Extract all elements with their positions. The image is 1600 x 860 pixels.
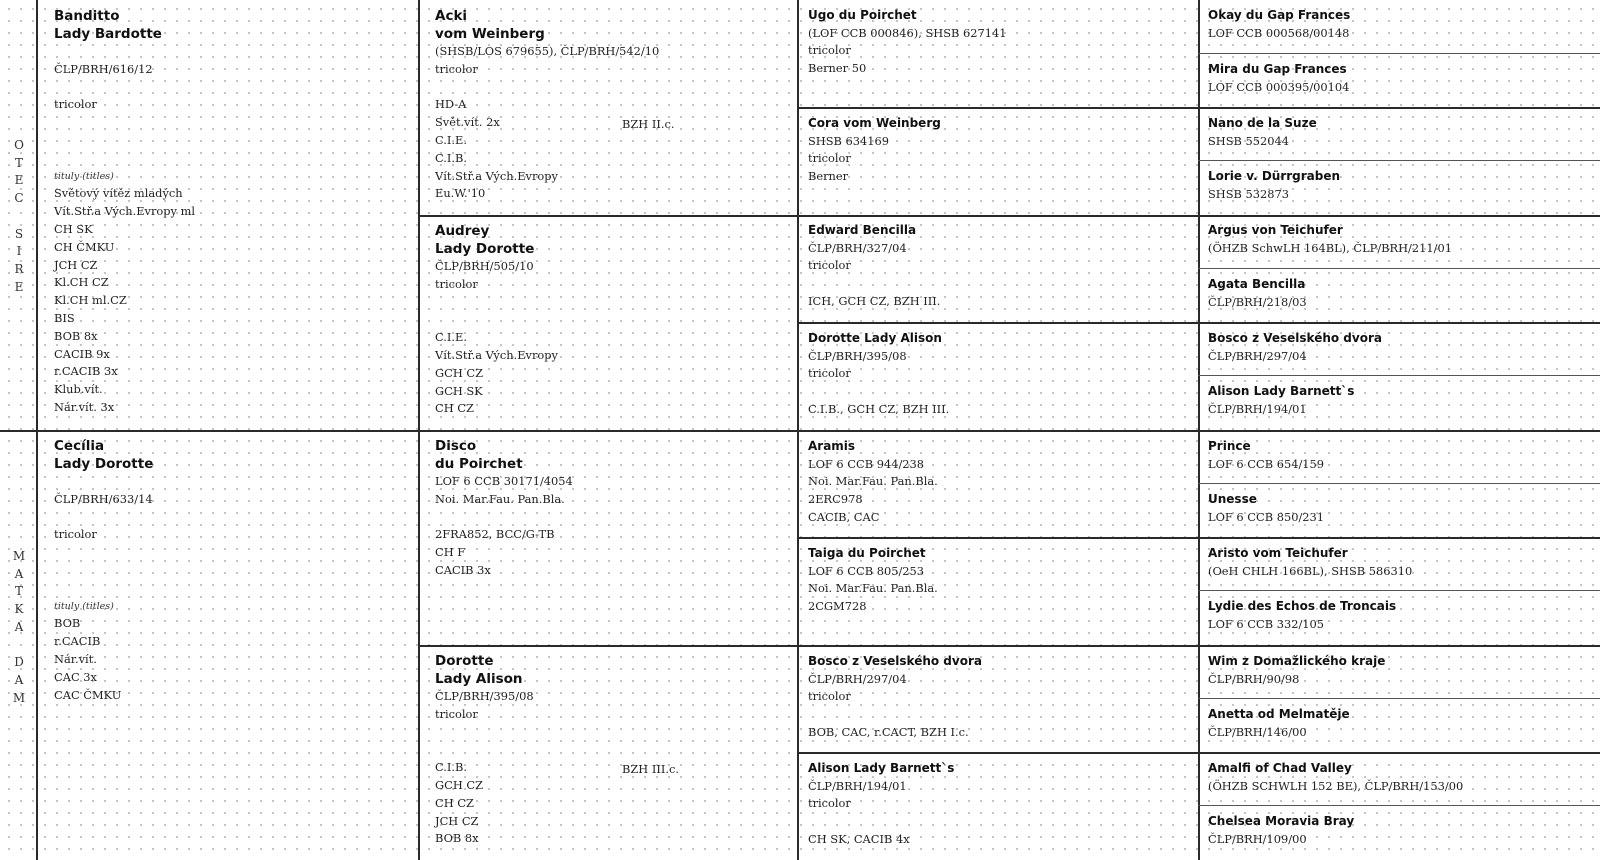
gen4-name: Mira du Gap Frances (1208, 62, 1347, 76)
gen4-cell-11 (1208, 545, 1598, 580)
sire-sire-name-line2: vom Weinberg (435, 25, 545, 42)
dam-title: r.CACIB (54, 634, 101, 649)
gen4-name: Lydie des Echos de Troncais (1208, 599, 1397, 613)
gen3-name: Taiga du Poirchet (808, 546, 926, 560)
divider-gen4-5 (1198, 483, 1600, 484)
sire-dam-registration: ČLP/BRH/505/10 (435, 259, 534, 273)
dam-titles-label: tituly (titles) (54, 600, 114, 612)
gen4-name: Nano de la Suze (1208, 116, 1317, 130)
gen4-registration: (OeH CHLH 166BL), SHSB 586310 (1208, 563, 1413, 578)
gen3-cell-5 (808, 438, 1193, 527)
gen4-name: Aristo vom Teichufer (1208, 546, 1348, 560)
dam-dam-name-line2: Lady Alison (435, 670, 523, 687)
sire-sire-title: C.I.B. (435, 150, 468, 165)
divider-gen3-2 (797, 322, 1600, 324)
divider-gen3-4 (797, 752, 1600, 754)
dam-sire-title: CACIB 3x (435, 562, 491, 577)
sire-sire-cell (435, 8, 790, 203)
gen4-name: Okay du Gap Frances (1208, 8, 1351, 22)
gen3-name: Cora vom Weinberg (808, 116, 941, 130)
dam-registration: ČLP/BRH/633/14 (54, 491, 153, 506)
gen3-cell-8 (808, 760, 1193, 849)
sire-dam-name-line2: Lady Dorotte (435, 240, 535, 257)
gen4-name: Anetta od Melmatěje (1208, 707, 1350, 721)
dam-sire-color: Noi. Mar.Fau. Pan.Bla. (435, 491, 565, 506)
sire-dam-title: GCH SK (435, 383, 483, 398)
sire-sire-color: tricolor (435, 61, 478, 76)
dam-sire-title: 2FRA852, BCC/G-TB (435, 527, 555, 542)
gen4-registration: ČLP/BRH/109/00 (1208, 831, 1307, 846)
sire-title: Kl.CH ml.CZ (54, 293, 127, 308)
gen4-name: Wim z Domažlického kraje (1208, 654, 1386, 668)
divider-gen4-8 (1198, 805, 1600, 806)
gen3-detail: (LOF CCB 000846), SHSB 627141 (808, 25, 1007, 40)
sire-title: CACIB 9x (54, 346, 110, 361)
gen3-detail: 2ERC978 (808, 492, 863, 507)
gen3-detail: tricolor (808, 689, 851, 704)
sire-dam-name-line1: Audrey (435, 223, 490, 239)
gen4-registration: ČLP/BRH/297/04 (1208, 348, 1307, 363)
gen4-registration: ČLP/BRH/194/01 (1208, 401, 1307, 416)
gen3-name: Bosco z Veselského dvora (808, 654, 982, 668)
gen4-name: Bosco z Veselského dvora (1208, 331, 1382, 345)
gen4-cell-3 (1208, 115, 1598, 150)
dam-titles-list (54, 615, 414, 704)
sire-sire-title: Vít.Stř.a Vých.Evropy (435, 168, 558, 183)
gen4-cell-5 (1208, 222, 1598, 257)
gen3-cell-3 (808, 222, 1193, 311)
divider-sire-dam (0, 430, 1600, 432)
dam-color: tricolor (54, 527, 97, 542)
sire-title: Klub.vít. (54, 382, 103, 397)
gen4-registration: SHSB 532873 (1208, 186, 1290, 201)
gen3-detail: tricolor (808, 151, 851, 166)
sire-title: CH SK (54, 221, 93, 236)
gen4-name: Unesse (1208, 492, 1257, 506)
gen3-cell-1 (808, 7, 1193, 78)
sire-title: CH ČMKU (54, 239, 115, 254)
gen3-cell-6 (808, 545, 1193, 616)
gen3-detail: ČLP/BRH/395/08 (808, 348, 907, 363)
divider-gen4-2 (1198, 160, 1600, 161)
sire-sire-bzh-tag: BZH II.c. (622, 117, 675, 131)
sire-titles-label: tituly (titles) (54, 170, 114, 182)
dam-dam-registration: ČLP/BRH/395/08 (435, 689, 534, 703)
gen3-name: Dorotte Lady Alison (808, 331, 942, 345)
gen3-cell-7 (808, 653, 1193, 742)
gen4-cell-8 (1208, 383, 1598, 418)
gen3-titles: ICH, GCH CZ, BZH III. (808, 293, 941, 308)
sire-titles-list (54, 185, 414, 416)
gen4-registration: LOF 6 CCB 654/159 (1208, 456, 1325, 471)
gen3-detail: 2CGM728 (808, 599, 867, 614)
gen4-cell-14 (1208, 706, 1598, 741)
divider-gen4-3 (1198, 268, 1600, 269)
gen3-detail: ČLP/BRH/194/01 (808, 778, 907, 793)
dam-dam-title: C.I.B. (435, 760, 468, 775)
sire-title: Nár.vít. 3x (54, 399, 115, 414)
dam-title: Nár.vít. (54, 651, 97, 666)
sire-cell (54, 8, 414, 417)
gen3-cell-4 (808, 330, 1193, 419)
gen4-name: Chelsea Moravia Bray (1208, 814, 1355, 828)
sire-sire-title: Svět.vít. 2x (435, 115, 500, 130)
sire-title: Kl.CH CZ (54, 275, 109, 290)
gen4-cell-10 (1208, 491, 1598, 526)
dam-sire-cell (435, 438, 790, 580)
gen4-name: Agata Bencilla (1208, 277, 1306, 291)
gen4-cell-1 (1208, 7, 1598, 42)
sire-sire-name-line1: Acki (435, 8, 468, 24)
dam-dam-title: JCH CZ (435, 813, 479, 828)
gen4-name: Prince (1208, 439, 1251, 453)
gen3-name: Ugo du Poirchet (808, 8, 917, 22)
dam-side-label: M A T K A D A M (12, 549, 26, 705)
gen4-registration: LOF CCB 000568/00148 (1208, 25, 1350, 40)
gen3-detail: tricolor (808, 43, 851, 58)
sire-title: JCH CZ (54, 257, 98, 272)
dam-dam-title: GCH CZ (435, 777, 483, 792)
sire-sire-title: HD-A (435, 97, 467, 112)
dam-dam-bzh-tag: BZH III.c. (622, 762, 679, 776)
gen4-cell-7 (1208, 330, 1598, 365)
sire-title: BOB 8x (54, 328, 98, 343)
sire-title: Vít.Stř.a Vých.Evropy ml (54, 204, 196, 219)
sire-registration: ČLP/BRH/616/12 (54, 61, 153, 76)
sire-dam-title: CH CZ (435, 401, 474, 416)
gen4-cell-15 (1208, 760, 1598, 795)
gen3-detail: LOF 6 CCB 805/253 (808, 563, 925, 578)
gen4-registration: (ÖHZB SCHWLH 152 BE), ČLP/BRH/153/00 (1208, 778, 1464, 793)
dam-title: BOB (54, 616, 81, 631)
gen3-titles: BOB, CAC, r.CACT, BZH I.c. (808, 724, 969, 739)
gen4-cell-16 (1208, 813, 1598, 848)
dam-cell (54, 438, 414, 704)
dam-dam-title: CH CZ (435, 795, 474, 810)
divider-gen3-3 (797, 537, 1600, 539)
gen3-detail: tricolor (808, 258, 851, 273)
dam-sire-name-line1: Disco (435, 438, 477, 454)
gen4-cell-2 (1208, 61, 1598, 96)
divider-gen3-1 (797, 107, 1600, 109)
gen3-detail: ČLP/BRH/327/04 (808, 240, 907, 255)
dam-dam-title: BOB 8x (435, 831, 479, 846)
gen3-titles: C.I.B., GCH CZ, BZH III. (808, 401, 950, 416)
sire-title: r.CACIB 3x (54, 364, 118, 379)
gen3-detail: LOF 6 CCB 944/238 (808, 456, 925, 471)
sire-title: BIS (54, 310, 75, 325)
dam-title: CAC ČMKU (54, 687, 122, 702)
gen4-cell-4 (1208, 168, 1598, 203)
gen3-name: Edward Bencilla (808, 223, 917, 237)
gen3-detail: CACIB, CAC (808, 509, 880, 524)
divider-gen2-lower (418, 645, 1600, 647)
gen3-detail: Berner (808, 169, 849, 184)
dam-sire-title: CH F (435, 545, 466, 560)
sire-sire-registration: (SHSB/LOS 679655), ČLP/BRH/542/10 (435, 44, 660, 58)
gen4-registration: SHSB 552044 (1208, 133, 1290, 148)
gen3-detail: Noi. Mar.Fau. Pan.Bla. (808, 581, 938, 596)
sire-side-label: O T E C S I R E (14, 138, 24, 294)
gen4-registration: ČLP/BRH/218/03 (1208, 294, 1307, 309)
gen4-registration: ČLP/BRH/90/98 (1208, 671, 1300, 686)
dam-dam-name-line1: Dorotte (435, 653, 494, 669)
sire-color: tricolor (54, 97, 97, 112)
gen3-cell-2 (808, 115, 1193, 186)
divider-gen4-7 (1198, 698, 1600, 699)
gen3-detail: Berner 50 (808, 61, 867, 76)
gen3-detail: Noi. Mar.Fau. Pan.Bla. (808, 474, 938, 489)
gen3-name: Alison Lady Barnett`s (808, 761, 955, 775)
gen3-detail: SHSB 634169 (808, 133, 890, 148)
sire-name-line2: Lady Bardotte (54, 25, 162, 42)
dam-sire-name-line2: du Poirchet (435, 455, 523, 472)
dam-dam-color: tricolor (435, 706, 478, 721)
gen4-name: Argus von Teichufer (1208, 223, 1343, 237)
sire-dam-title: C.I.E. (435, 330, 467, 345)
divider-gen2-upper (418, 215, 1600, 217)
dam-name-line2: Lady Dorotte (54, 455, 154, 472)
sire-sire-title: C.I.E. (435, 132, 467, 147)
sire-sire-title: Eu.W.'10 (435, 186, 486, 201)
sire-dam-color: tricolor (435, 276, 478, 291)
dam-title: CAC 3x (54, 669, 97, 684)
gen4-name: Lorie v. Dürrgraben (1208, 169, 1341, 183)
dam-dam-cell (435, 653, 790, 848)
gen4-registration: LOF 6 CCB 850/231 (1208, 509, 1325, 524)
gen3-detail: tricolor (808, 796, 851, 811)
gen3-titles: CH SK, CACIB 4x (808, 831, 910, 846)
divider-gen4-6 (1198, 590, 1600, 591)
gen3-detail: tricolor (808, 366, 851, 381)
sire-dam-cell (435, 223, 790, 418)
gen3-detail: ČLP/BRH/297/04 (808, 671, 907, 686)
gen4-registration: (ÖHZB SchwLH 164BL), ČLP/BRH/211/01 (1208, 240, 1452, 255)
gen4-registration: LOF 6 CCB 332/105 (1208, 616, 1325, 631)
gen4-cell-9 (1208, 438, 1598, 473)
sire-title: Světový vítěz mladých (54, 186, 183, 201)
divider-gen4-1 (1198, 53, 1600, 54)
dam-name-line1: Cecília (54, 438, 105, 454)
gen4-registration: LOF CCB 000395/00104 (1208, 79, 1350, 94)
gen4-cell-12 (1208, 598, 1598, 633)
gen4-cell-13 (1208, 653, 1598, 688)
gen4-name: Alison Lady Barnett`s (1208, 384, 1355, 398)
gen4-cell-6 (1208, 276, 1598, 311)
sire-dam-title: GCH CZ (435, 365, 483, 380)
gen3-name: Aramis (808, 439, 856, 453)
gen4-registration: ČLP/BRH/146/00 (1208, 724, 1307, 739)
gen4-name: Amalfi of Chad Valley (1208, 761, 1352, 775)
dam-sire-registration: LOF 6 CCB 30171/4054 (435, 474, 573, 488)
sire-dam-title: Vít.Stř.a Vých.Evropy (435, 347, 558, 362)
divider-gen4-4 (1198, 375, 1600, 376)
sire-name-line1: Banditto (54, 8, 120, 24)
